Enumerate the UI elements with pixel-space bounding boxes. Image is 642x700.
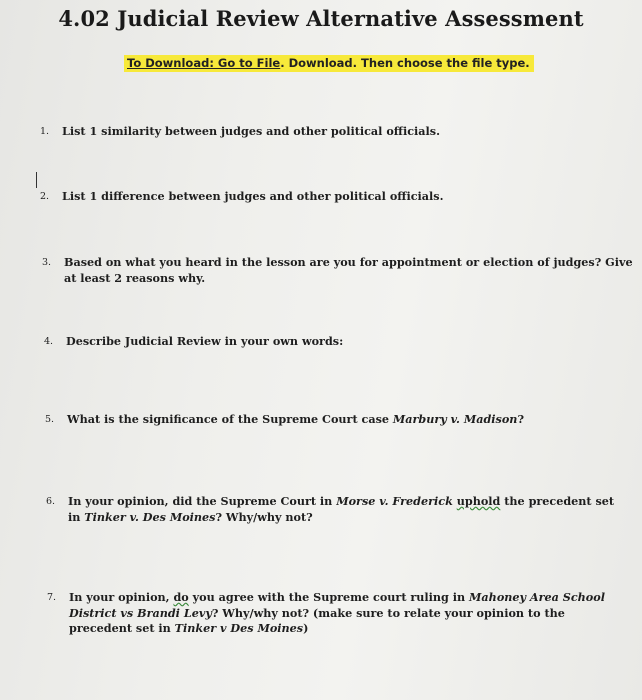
question-7-part-2: you agree with the Supreme court ruling in <box>188 590 470 604</box>
question-6-part-1: In your opinion, did the Supreme Court in <box>68 494 337 508</box>
question-5-text-after: ? <box>517 412 524 426</box>
question-3 <box>42 255 634 286</box>
question-1-number: 1. <box>40 126 50 137</box>
question-7-part-3: ? Why/why not? (make sure to relate your opinion to the precedent set in <box>69 605 565 635</box>
question-7-part-4: ) <box>303 621 309 635</box>
question-5-number: 5. <box>45 414 55 425</box>
text-cursor <box>36 172 37 188</box>
question-6-text <box>68 494 626 525</box>
download-instructions-banner <box>124 55 534 72</box>
question-6-number: 6. <box>46 496 56 507</box>
question-4-text: Describe Judicial Review in your own words: <box>66 334 344 348</box>
question-6-case-morse: Morse v. Frederick <box>336 494 453 508</box>
question-6-spellcheck-word: uphold <box>456 494 501 508</box>
question-7-number: 7. <box>47 592 57 603</box>
question-7-case-tinker: Tinker v Des Moines <box>174 621 304 635</box>
question-5 <box>45 412 632 428</box>
question-7-text <box>69 590 625 637</box>
page-title: 4.02 Judicial Review Alternative Assessment <box>58 6 584 31</box>
question-7-part-1: In your opinion, <box>69 590 174 604</box>
question-7-case-mahoney: Mahoney Area School District vs Brandi Levy <box>69 590 605 620</box>
question-2 <box>40 189 630 205</box>
question-4-number: 4. <box>44 336 54 347</box>
question-5-text-before: What is the significance of the Supreme Court case <box>67 412 393 426</box>
download-instructions-link-text: To Download: Go to File <box>127 56 281 70</box>
question-2-number: 2. <box>40 191 50 202</box>
question-6 <box>46 494 626 525</box>
question-6-part-3: ? Why/why not? <box>215 509 313 524</box>
question-3-text: Based on what you heard in the lesson are you for appointment or election of judges? Give at least 2 reasons why. <box>64 255 633 285</box>
question-7 <box>47 590 625 637</box>
question-7-spellcheck-word: do <box>173 590 189 604</box>
question-2-text: List 1 difference between judges and other political officials. <box>62 189 444 203</box>
download-instructions-rest-text: . Download. Then choose the file type. <box>280 56 530 70</box>
question-5-text <box>67 412 632 428</box>
question-6-case-tinker: Tinker v. Des Moines <box>84 509 216 524</box>
question-5-case-name: Marbury v. Madison <box>392 412 518 426</box>
question-1 <box>40 124 630 140</box>
question-1-text: List 1 similarity between judges and other political officials. <box>62 124 440 138</box>
question-4 <box>44 334 632 350</box>
question-6-part-2: the precedent set in <box>68 494 615 524</box>
question-3-number: 3. <box>42 257 52 268</box>
